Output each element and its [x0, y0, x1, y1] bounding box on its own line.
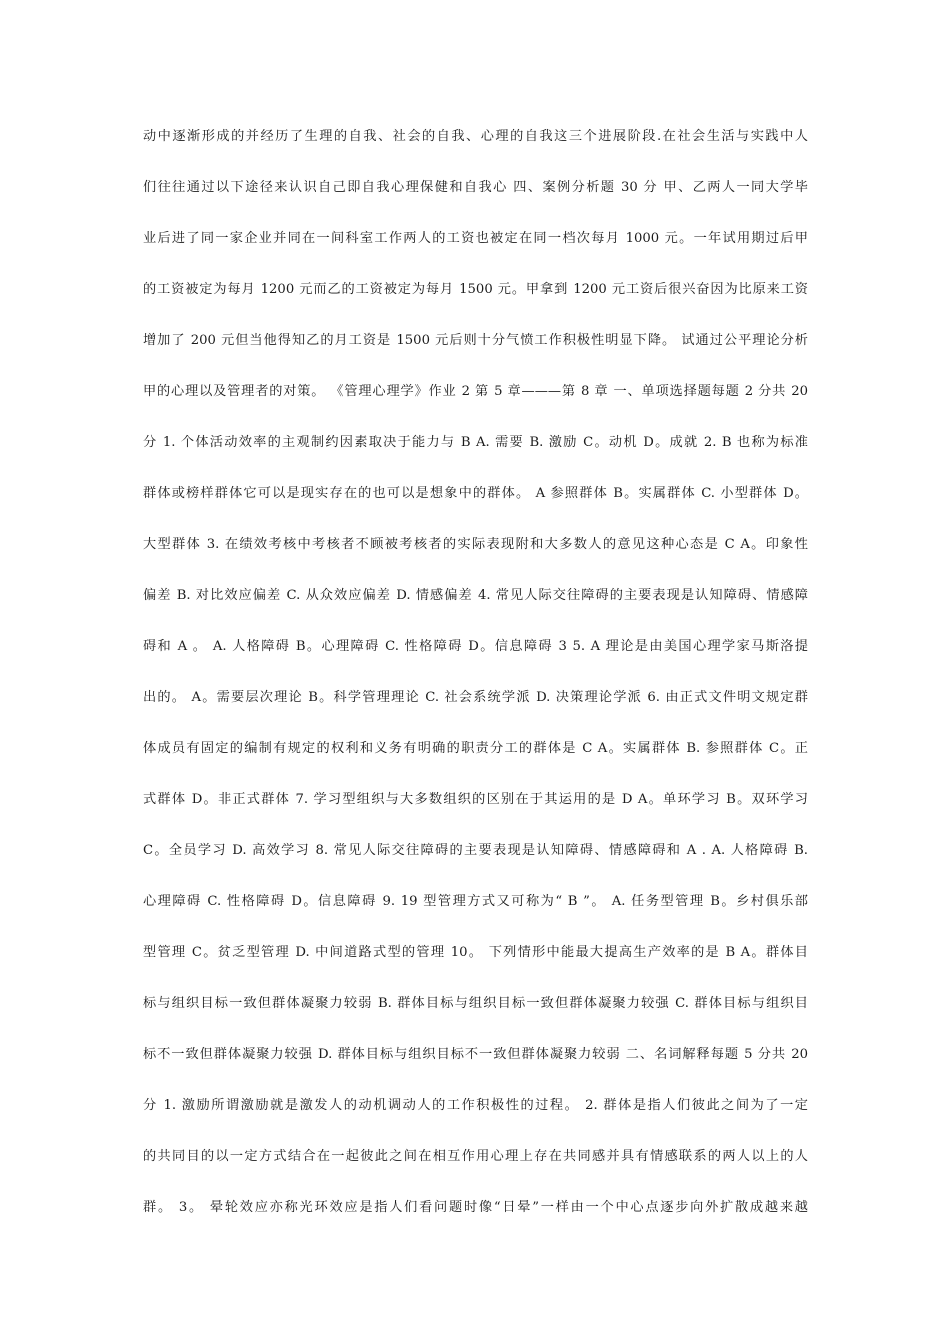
text-line-17: 型管理 C。贫乏型管理 D. 中间道路式型的管理 10。 下列情形中能最大提高生产效率的是 B A。群体目 — [143, 945, 808, 960]
text-line-21: 的共同目的以一定方式结合在一起彼此之间在相互作用心理上存在共同感并具有情感联系的两人以上的人 — [143, 1149, 808, 1164]
text-line-20: 分 1. 激励所谓激励就是激发人的动机调动人的工作积极性的过程。 2. 群体是指人们彼此之间为了一定 — [143, 1098, 808, 1113]
text-line-18: 标与组织目标一致但群体凝聚力较弱 B. 群体目标与组织目标一致但群体凝聚力较强 C. 群体目标与组织目 — [143, 996, 808, 1011]
text-line-11: 碍和 A 。 A. 人格障碍 B。心理障碍 C. 性格障碍 D。信息障碍 3 5. A 理论是由美国心理学家马斯洛提 — [143, 639, 808, 654]
text-line-16: 心理障碍 C. 性格障碍 D。信息障碍 9. 19 型管理方式又可称为“ B ”。 A. 任务型管理 B。乡村俱乐部 — [143, 894, 808, 909]
text-line-9: 大型群体 3. 在绩效考核中考核者不顾被考核者的实际表现附和大多数人的意见这种心态是 C A。印象性 — [143, 537, 808, 552]
text-line-1: 动中逐渐形成的并经历了生理的自我、社会的自我、心理的自我这三个进展阶段.在社会生活与实践中人 — [143, 129, 808, 144]
text-line-12: 出的。 A。需要层次理论 B。科学管理理论 C. 社会系统学派 D. 决策理论学派 6. 由正式文件明文规定群 — [143, 690, 808, 705]
text-line-3: 业后进了同一家企业并同在一间科室工作两人的工资也被定在同一档次每月 1000 元。一年试用期过后甲 — [143, 231, 808, 246]
text-line-7: 分 1. 个体活动效率的主观制约因素取决于能力与 B A. 需要 B. 激励 C。动机 D。成就 2. B 也称为标准 — [143, 435, 808, 450]
text-line-5: 增加了 200 元但当他得知乙的月工资是 1500 元后则十分气愤工作积极性明显下降。 试通过公平理论分析 — [143, 333, 808, 348]
text-line-22: 群。 3。 晕轮效应亦称光环效应是指人们看问题时像“日晕”一样由一个中心点逐步向外扩散成越来越 — [143, 1200, 808, 1215]
text-line-13: 体成员有固定的编制有规定的权利和义务有明确的职责分工的群体是 C A。实属群体 B. 参照群体 C。正 — [143, 741, 808, 756]
text-line-4: 的工资被定为每月 1200 元而乙的工资被定为每月 1500 元。甲拿到 1200 元工资后很兴奋因为比原来工资 — [143, 282, 808, 297]
text-line-6: 甲的心理以及管理者的对策。 《管理心理学》作业 2 第 5 章———第 8 章 一、单项选择题每题 2 分共 20 — [143, 384, 808, 399]
text-line-8: 群体或榜样群体它可以是现实存在的也可以是想象中的群体。 A 参照群体 B。实属群体 C. 小型群体 D。 — [143, 486, 808, 501]
body-text — [143, 119, 808, 1241]
text-line-10: 偏差 B. 对比效应偏差 C. 从众效应偏差 D. 情感偏差 4. 常见人际交往障碍的主要表现是认知障碍、情感障 — [143, 588, 808, 603]
text-line-19: 标不一致但群体凝聚力较强 D. 群体目标与组织目标不一致但群体凝聚力较弱 二、名词解释每题 5 分共 20 — [143, 1047, 808, 1062]
text-line-15: C。全员学习 D. 高效学习 8. 常见人际交往障碍的主要表现是认知障碍、情感障碍和 A . A. 人格障碍 B. — [143, 843, 808, 858]
text-line-14: 式群体 D。非正式群体 7. 学习型组织与大多数组织的区别在于其运用的是 D A。单环学习 B。双环学习 — [143, 792, 808, 807]
text-line-2: 们往往通过以下途径来认识自己即自我心理保健和自我心 四、案例分析题 30 分 甲、乙两人一同大学毕 — [143, 180, 808, 195]
